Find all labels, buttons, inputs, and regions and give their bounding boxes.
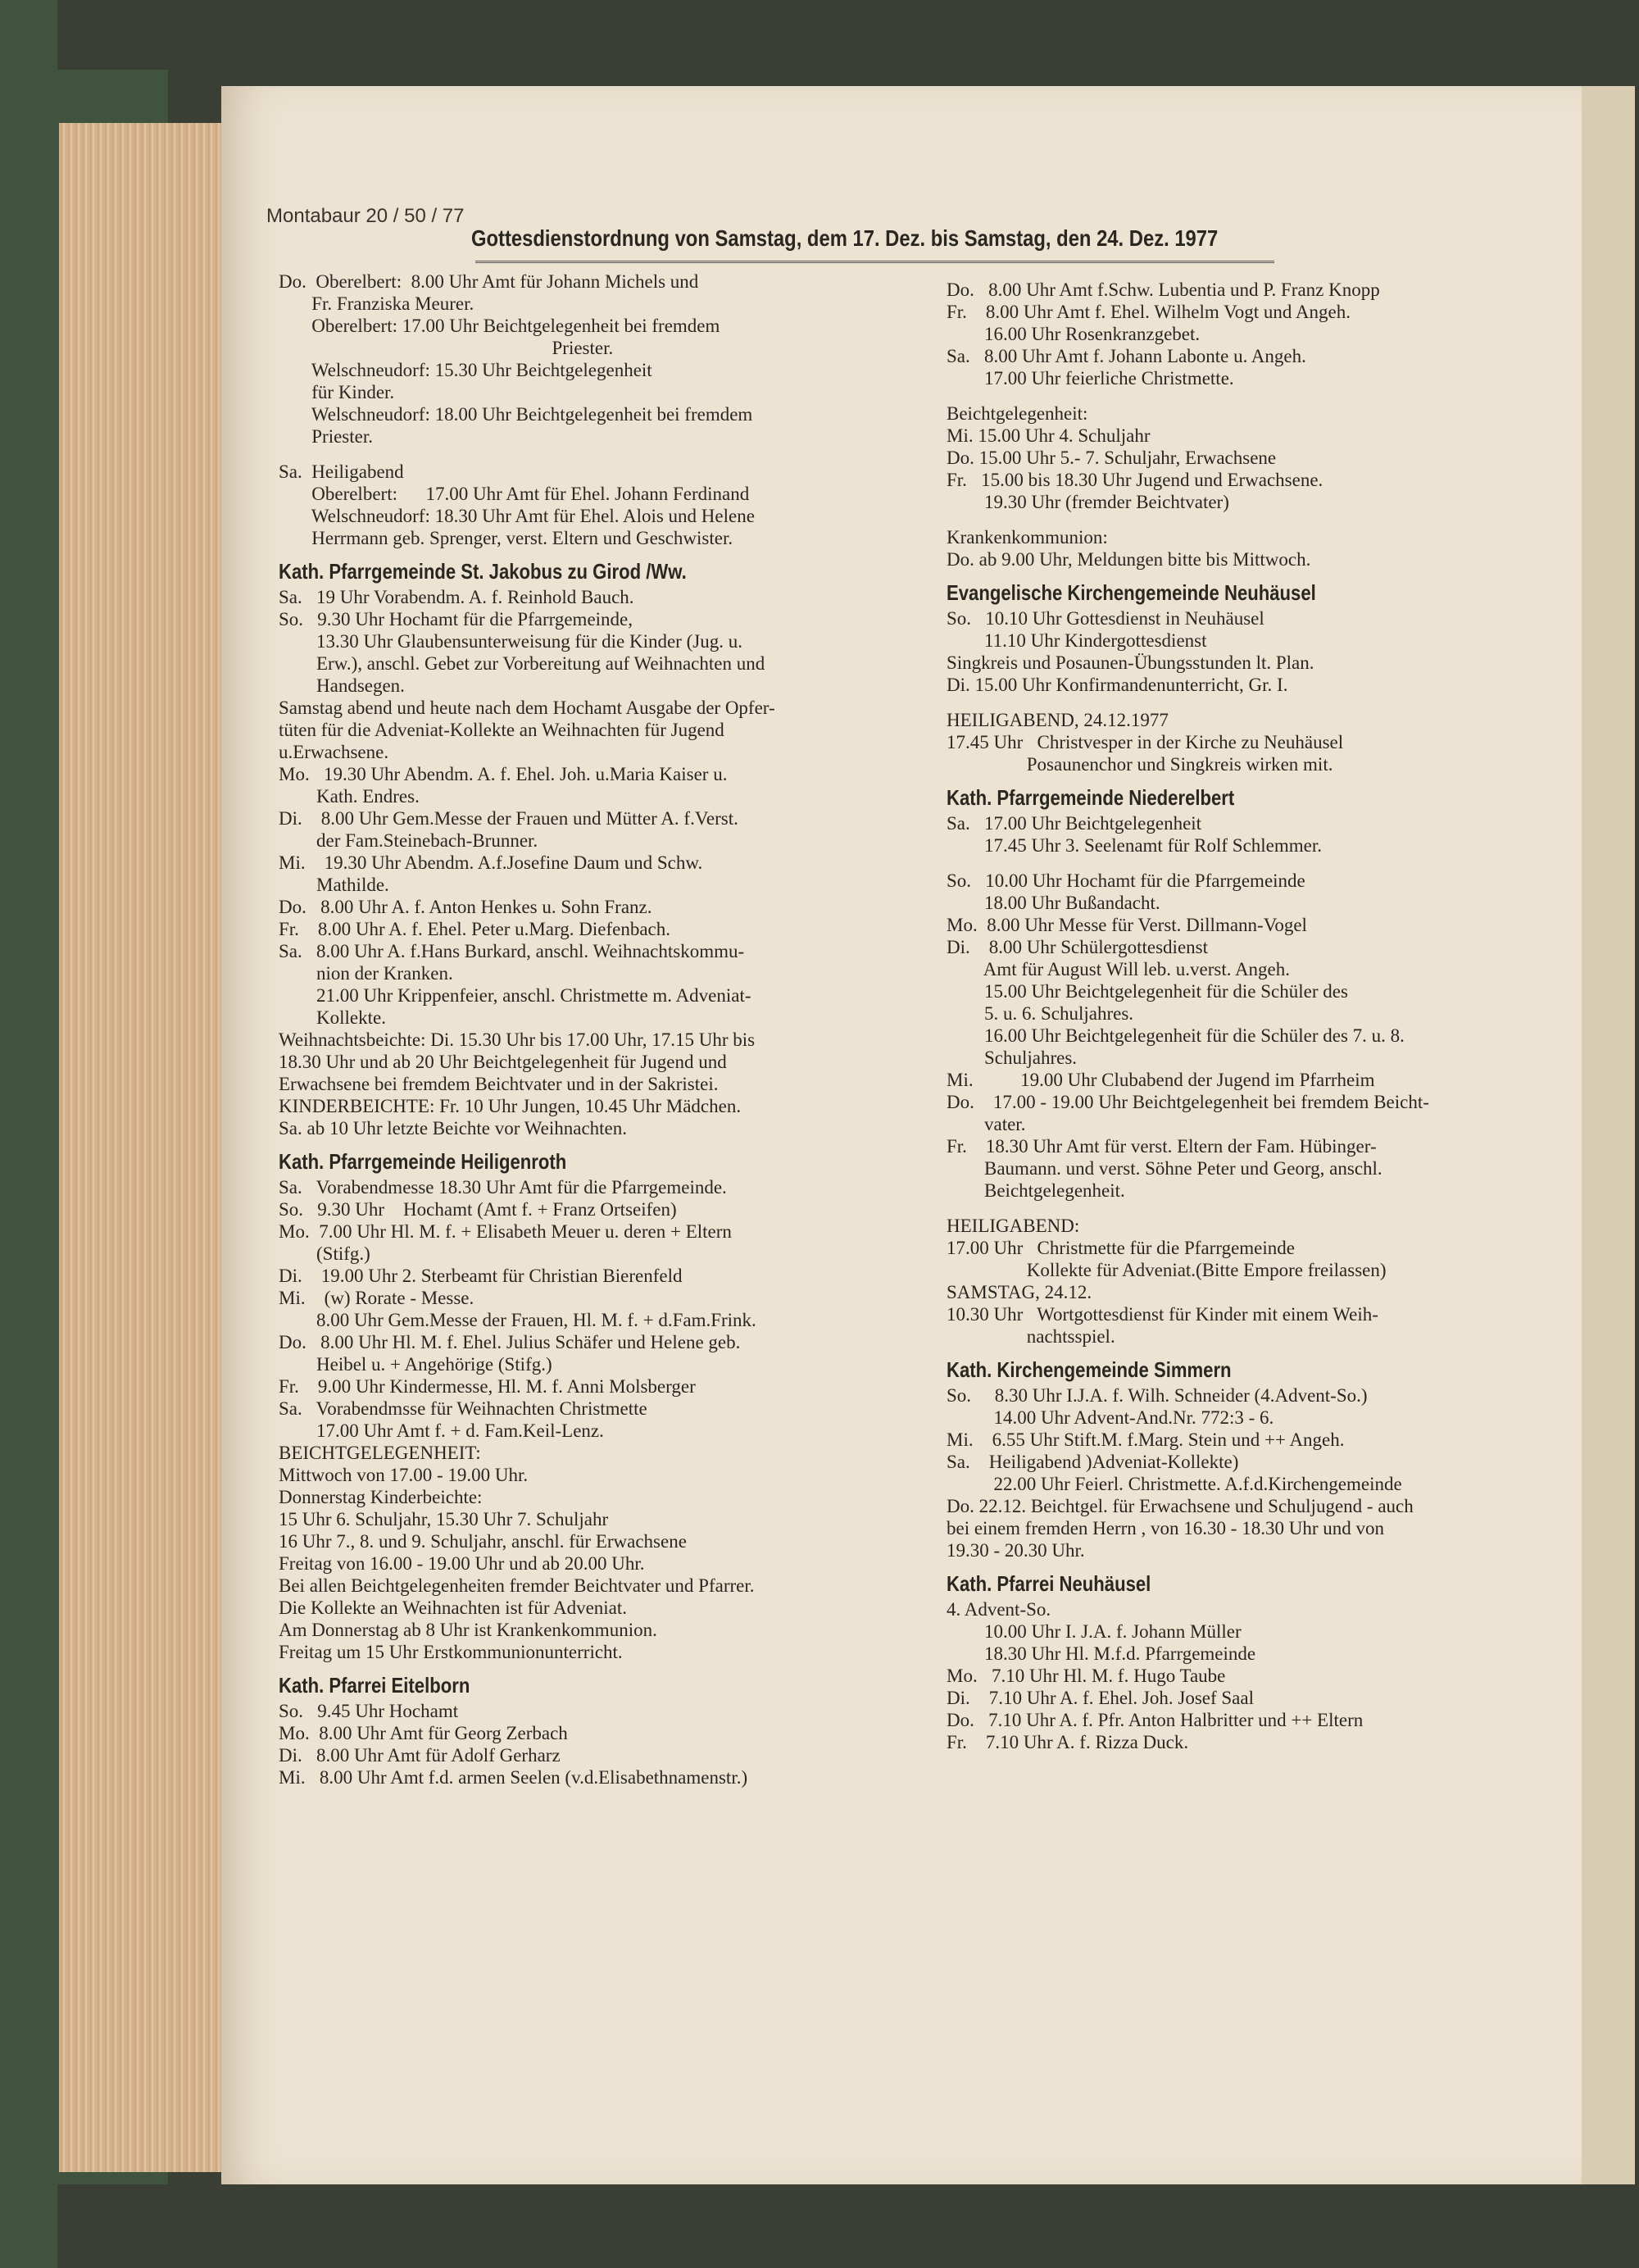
text-line: Do. 22.12. Beichtgel. für Erwachsene und Schuljugend - auch [947, 1496, 1414, 1516]
text-line: Erw.), anschl. Gebet zur Vorbereitung auf Weihnachten und [279, 653, 765, 674]
text-line: Weihnachtsbeichte: Di. 15.30 Uhr bis 17.00 Uhr, 17.15 Uhr bis [279, 1029, 756, 1050]
spacer [279, 448, 951, 461]
text-line: Mo. 19.30 Uhr Abendm. A. f. Ehel. Joh. u.Maria Kaiser u. [279, 764, 728, 784]
text-line: Mi. 19.30 Uhr Abendm. A.f.Josefine Daum und Schw. [279, 852, 703, 873]
text-line: Di. 15.00 Uhr Konfirmandenunterricht, Gr. I. [947, 675, 1288, 695]
text-line: So. 10.00 Uhr Hochamt für die Pfarrgemeinde [947, 870, 1305, 891]
text-line: 17.45 Uhr Christvesper in der Kirche zu Neuhäusel [947, 732, 1344, 752]
text-line: Fr. 8.00 Uhr Amt f. Ehel. Wilhelm Vogt und Angeh. [947, 302, 1351, 322]
page-reference: Montabaur 20 / 50 / 77 [266, 205, 465, 227]
text-line: Mittwoch von 17.00 - 19.00 Uhr. [279, 1465, 529, 1485]
text-line: vater. [947, 1114, 1026, 1134]
text-line: Di. 8.00 Uhr Amt für Adolf Gerharz [279, 1745, 561, 1766]
text-line: Baumann. und verst. Söhne Peter und Georg, anschl. [947, 1158, 1382, 1179]
text-line: tüten für die Adveniat-Kollekte an Weihnachten für Jugend [279, 720, 724, 740]
text-line: Di. 8.00 Uhr Gem.Messe der Frauen und Mütter A. f.Verst. [279, 808, 738, 829]
text-line: Freitag um 15 Uhr Erstkommunionunterricht. [279, 1642, 623, 1662]
text-line: Mo. 7.00 Uhr Hl. M. f. + Elisabeth Meuer u. deren + Eltern [279, 1221, 732, 1242]
text-line: SAMSTAG, 24.12. [947, 1282, 1092, 1302]
text-line: Freitag von 16.00 - 19.00 Uhr und ab 20.00 Uhr. [279, 1553, 645, 1574]
text-line: Sa. 17.00 Uhr Beichtgelegenheit [947, 813, 1202, 834]
text-line: nachtsspiel. [947, 1326, 1115, 1347]
right-column [947, 279, 1537, 1753]
text-line: Beichtgelegenheit: [947, 403, 1088, 424]
text-line: 14.00 Uhr Advent-And.Nr. 772:3 - 6. [947, 1407, 1274, 1428]
spacer [947, 389, 1537, 402]
text-line: 15.00 Uhr Beichtgelegenheit für die Schüler des [947, 981, 1348, 1002]
text-line: Kollekte. [279, 1007, 386, 1028]
text-line: Do. 17.00 - 19.00 Uhr Beichtgelegenheit bei fremdem Beicht- [947, 1092, 1429, 1112]
text-line: Erwachsene bei fremdem Beichtvater und in der Sakristei. [279, 1074, 719, 1094]
text-line: Heibel u. + Angehörige (Stifg.) [279, 1354, 552, 1375]
text-line: Mi. 8.00 Uhr Amt f.d. armen Seelen (v.d.Elisabethnamenstr.) [279, 1767, 748, 1788]
text-line: Die Kollekte an Weihnachten ist für Adveniat. [279, 1598, 628, 1618]
text-line: Do. 7.10 Uhr A. f. Pfr. Anton Halbritter und ++ Eltern [947, 1710, 1364, 1730]
text-line: So. 9.30 Uhr Hochamt (Amt f. + Franz Ortseifen) [279, 1199, 677, 1220]
text-line: Fr. 15.00 bis 18.30 Uhr Jugend und Erwachsene. [947, 470, 1323, 490]
section-heading: Kath. Kirchengemeinde Simmern [947, 1357, 1232, 1382]
text-line: 13.30 Uhr Glaubensunterweisung für die Kinder (Jug. u. [279, 631, 742, 652]
text-line: So. 9.45 Uhr Hochamt [279, 1701, 459, 1721]
text-line: 17.00 Uhr feierliche Christmette. [947, 368, 1234, 389]
page-stack [59, 123, 223, 2172]
spacer [947, 1202, 1537, 1215]
text-line: Priester. [279, 338, 614, 358]
text-line: BEICHTGELEGENHEIT: [279, 1443, 481, 1463]
text-line: Priester. [279, 426, 373, 447]
text-line: 11.10 Uhr Kindergottesdienst [947, 630, 1207, 651]
text-line: nion der Kranken. [279, 963, 453, 984]
text-line: Bei allen Beichtgelegenheiten fremder Beichtvater und Pfarrer. [279, 1575, 755, 1596]
text-line: Herrmann geb. Sprenger, verst. Eltern und Geschwister. [279, 528, 733, 548]
text-line: Mi. (w) Rorate - Messe. [279, 1288, 474, 1308]
text-line: 16.00 Uhr Rosenkranzgebet. [947, 324, 1201, 344]
text-line: Fr. 7.10 Uhr A. f. Rizza Duck. [947, 1732, 1189, 1752]
text-line: Sa. ab 10 Uhr letzte Beichte vor Weihnachten. [279, 1118, 627, 1139]
text-line: Schuljahres. [947, 1048, 1078, 1068]
text-line: 15 Uhr 6. Schuljahr, 15.30 Uhr 7. Schuljahr [279, 1509, 609, 1529]
section-heading: Kath. Pfarrei Eitelborn [279, 1673, 470, 1698]
text-line: Sa. Heiligabend [279, 461, 404, 482]
text-line: Beichtgelegenheit. [947, 1180, 1125, 1201]
text-line: Welschneudorf: 18.30 Uhr Amt für Ehel. Alois und Helene [279, 506, 755, 526]
spacer [947, 857, 1537, 870]
text-line: 5. u. 6. Schuljahres. [947, 1003, 1134, 1024]
text-line: HEILIGABEND: [947, 1216, 1080, 1236]
section-heading: Evangelische Kirchengemeinde Neuhäusel [947, 580, 1316, 605]
section-heading: Kath. Pfarrgemeinde St. Jakobus zu Girod /Ww. [279, 559, 687, 584]
text-line: Di. 19.00 Uhr 2. Sterbeamt für Christian Bierenfeld [279, 1266, 683, 1286]
text-line: der Fam.Steinebach-Brunner. [279, 830, 538, 851]
spacer [947, 513, 1537, 526]
text-line: Samstag abend und heute nach dem Hochamt Ausgabe der Opfer- [279, 698, 775, 718]
text-line: 17.45 Uhr 3. Seelenamt für Rolf Schlemmer. [947, 835, 1323, 856]
text-line: KINDERBEICHTE: Fr. 10 Uhr Jungen, 10.45 Uhr Mädchen. [279, 1096, 742, 1116]
text-line: 22.00 Uhr Feierl. Christmette. A.f.d.Kirchengemeinde [947, 1474, 1402, 1494]
text-line: Fr. Franziska Meurer. [279, 293, 474, 314]
text-line: Mo. 8.00 Uhr Amt für Georg Zerbach [279, 1723, 568, 1743]
left-column [279, 270, 951, 1788]
text-line: Mi. 15.00 Uhr 4. Schuljahr [947, 425, 1151, 446]
text-line: So. 8.30 Uhr I.J.A. f. Wilh. Schneider (4.Advent-So.) [947, 1385, 1368, 1406]
text-line: 18.00 Uhr Bußandacht. [947, 893, 1160, 913]
text-line: Sa. Vorabendmesse 18.30 Uhr Amt für die Pfarrgemeinde. [279, 1177, 727, 1198]
text-line: u.Erwachsene. [279, 742, 389, 762]
text-line: Di. 8.00 Uhr Schülergottesdienst [947, 937, 1208, 957]
text-line: Di. 7.10 Uhr A. f. Ehel. Joh. Josef Saal [947, 1688, 1254, 1708]
title-underline [475, 261, 1274, 263]
text-line: Mi. 19.00 Uhr Clubabend der Jugend im Pfarrheim [947, 1070, 1375, 1090]
text-line: 10.30 Uhr Wortgottesdienst für Kinder mit einem Weih- [947, 1304, 1378, 1325]
text-line: Mi. 6.55 Uhr Stift.M. f.Marg. Stein und ++ Angeh. [947, 1429, 1345, 1450]
text-line: 16 Uhr 7., 8. und 9. Schuljahr, anschl. für Erwachsene [279, 1531, 687, 1552]
text-line: Mo. 7.10 Uhr Hl. M. f. Hugo Taube [947, 1666, 1226, 1686]
text-line: Singkreis und Posaunen-Übungsstunden lt. Plan. [947, 652, 1314, 673]
text-line: 18.30 Uhr Hl. M.f.d. Pfarrgemeinde [947, 1643, 1256, 1664]
text-line: 18.30 Uhr und ab 20 Uhr Beichtgelegenheit für Jugend und [279, 1052, 727, 1072]
text-line: Mo. 8.00 Uhr Messe für Verst. Dillmann-Vogel [947, 915, 1307, 935]
text-line: Fr. 9.00 Uhr Kindermesse, Hl. M. f. Anni Molsberger [279, 1376, 696, 1397]
text-line: Do. 8.00 Uhr Hl. M. f. Ehel. Julius Schäfer und Helene geb. [279, 1332, 741, 1352]
section-heading: Kath. Pfarrei Neuhäusel [947, 1571, 1151, 1596]
text-line: 19.30 - 20.30 Uhr. [947, 1540, 1085, 1561]
spacer [947, 696, 1537, 709]
text-line: Oberelbert: 17.00 Uhr Beichtgelegenheit bei fremdem [279, 316, 720, 336]
text-line: Oberelbert: 17.00 Uhr Amt für Ehel. Johann Ferdinand [279, 484, 750, 504]
text-line: 16.00 Uhr Beichtgelegenheit für die Schüler des 7. u. 8. [947, 1025, 1405, 1046]
text-line: Amt für August Will leb. u.verst. Angeh. [947, 959, 1291, 979]
text-line: 8.00 Uhr Gem.Messe der Frauen, Hl. M. f. + d.Fam.Frink. [279, 1310, 756, 1330]
text-line: 21.00 Uhr Krippenfeier, anschl. Christmette m. Adveniat- [279, 985, 751, 1006]
text-line: Do. Oberelbert: 8.00 Uhr Amt für Johann Michels und [279, 271, 699, 292]
text-line: Sa. Heiligabend )Adveniat-Kollekte) [947, 1452, 1239, 1472]
text-line: 4. Advent-So. [947, 1599, 1051, 1620]
text-line: So. 10.10 Uhr Gottesdienst in Neuhäusel [947, 608, 1264, 629]
text-line: Sa. 19 Uhr Vorabendm. A. f. Reinhold Bauch. [279, 587, 634, 607]
text-line: Welschneudorf: 18.00 Uhr Beichtgelegenheit bei fremdem [279, 404, 753, 425]
text-line: Mathilde. [279, 875, 389, 895]
text-line: Sa. Vorabendmsse für Weihnachten Christmette [279, 1398, 647, 1419]
text-line: 19.30 Uhr (fremder Beichtvater) [947, 492, 1229, 512]
text-line: bei einem fremden Herrn , von 16.30 - 18.30 Uhr und von [947, 1518, 1384, 1539]
text-line: Welschneudorf: 15.30 Uhr Beichtgelegenheit [279, 360, 652, 380]
text-line: Handsegen. [279, 675, 405, 696]
text-line: Posaunenchor und Singkreis wirken mit. [947, 754, 1333, 775]
section-heading: Kath. Pfarrgemeinde Heiligenroth [279, 1149, 567, 1174]
text-line: So. 9.30 Uhr Hochamt für die Pfarrgemeinde, [279, 609, 633, 629]
text-line: Fr. 18.30 Uhr Amt für verst. Eltern der Fam. Hübinger- [947, 1136, 1377, 1157]
text-line: 17.00 Uhr Christmette für die Pfarrgemeinde [947, 1238, 1295, 1258]
text-line: Sa. 8.00 Uhr Amt f. Johann Labonte u. Angeh. [947, 346, 1306, 366]
text-line: Am Donnerstag ab 8 Uhr ist Krankenkommunion. [279, 1620, 657, 1640]
text-line: Kath. Endres. [279, 786, 420, 807]
text-line: für Kinder. [279, 382, 395, 402]
text-line: (Stifg.) [279, 1243, 370, 1264]
text-line: Kollekte für Adveniat.(Bitte Empore freilassen) [947, 1260, 1387, 1280]
text-line: Fr. 8.00 Uhr A. f. Ehel. Peter u.Marg. Diefenbach. [279, 919, 671, 939]
text-line: Do. ab 9.00 Uhr, Meldungen bitte bis Mittwoch. [947, 549, 1311, 570]
text-line: Sa. 8.00 Uhr A. f.Hans Burkard, anschl. Weihnachtskommu- [279, 941, 745, 961]
text-line: HEILIGABEND, 24.12.1977 [947, 710, 1169, 730]
text-line: Do. 15.00 Uhr 5.- 7. Schuljahr, Erwachsene [947, 448, 1277, 468]
text-line: 10.00 Uhr I. J.A. f. Johann Müller [947, 1621, 1242, 1642]
text-line: Donnerstag Kinderbeichte: [279, 1487, 483, 1507]
page-title: Gottesdienstordnung von Samstag, dem 17. Dez. bis Samstag, den 24. Dez. 1977 [471, 225, 1219, 251]
section-heading: Kath. Pfarrgemeinde Niederelbert [947, 785, 1235, 810]
text-line: 17.00 Uhr Amt f. + d. Fam.Keil-Lenz. [279, 1420, 604, 1441]
facing-page-edge [1578, 86, 1635, 2184]
text-line: Do. 8.00 Uhr Amt f.Schw. Lubentia und P. Franz Knopp [947, 280, 1380, 300]
text-line: Krankenkommunion: [947, 527, 1108, 548]
text-line: Do. 8.00 Uhr A. f. Anton Henkes u. Sohn Franz. [279, 897, 652, 917]
